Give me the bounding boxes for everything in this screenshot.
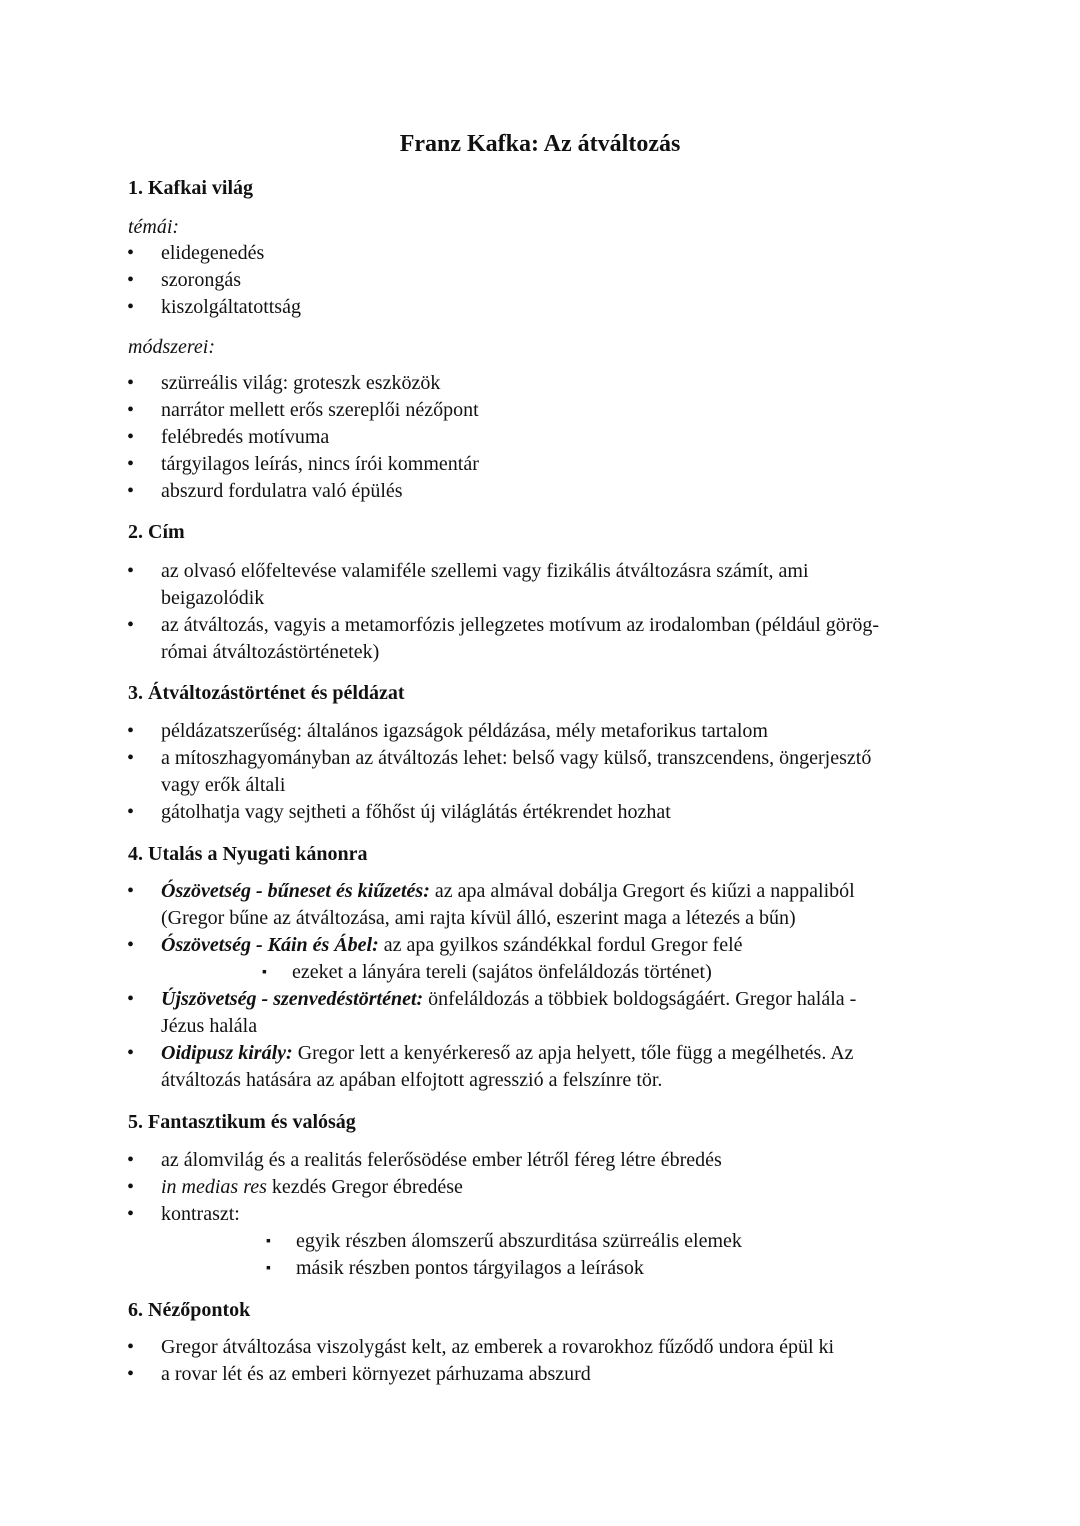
item-line: önfeláldozás a többiek boldogságáért. Gregor halála - bbox=[423, 988, 857, 1010]
item-line: átváltozás hatására az apában elfojtott agresszió a felszínre tör. bbox=[161, 1069, 663, 1091]
item-line: beigazolódik bbox=[161, 587, 265, 609]
item-line: példázatszerűség: általános igazságok példázása, mély metaforikus tartalom bbox=[161, 720, 768, 742]
section-1-heading: 1. Kafkai világ bbox=[128, 177, 254, 199]
sub-list-item bbox=[262, 959, 712, 986]
square-bullet-icon: ▪ bbox=[266, 1234, 271, 1249]
list-item: • kontraszt: bbox=[161, 1201, 961, 1228]
item-line: (Gregor bűne az átváltozása, ami rajta kívül álló, eszerint maga a létezés a bűn) bbox=[161, 907, 796, 929]
item-line: egyik részben álomszerű abszurditása szürreális elemek bbox=[296, 1230, 742, 1252]
list-item bbox=[161, 986, 961, 1040]
list-item bbox=[161, 932, 961, 959]
sub-list-item bbox=[266, 1228, 742, 1255]
list-item: • Gregor átváltozása viszolygást kelt, az emberek a rovarokhoz fűződő undora épül ki bbox=[161, 1334, 961, 1361]
list-item: • szürreális világ: groteszk eszközök bbox=[161, 370, 961, 397]
section-4-heading: 4. Utalás a Nyugati kánonra bbox=[128, 843, 368, 865]
list-item: • narrátor mellett erős szereplői nézőpont bbox=[161, 397, 961, 424]
list-item bbox=[161, 745, 961, 799]
square-bullet-icon: ▪ bbox=[262, 965, 267, 980]
list-item: • elidegenedés bbox=[161, 240, 961, 267]
list-item: • a rovar lét és az emberi környezet párhuzama abszurd bbox=[161, 1361, 961, 1388]
item-line: római átváltozástörténetek) bbox=[161, 641, 380, 663]
item-line: a mítoszhagyományban az átváltozás lehet: belső vagy külső, transzcendens, öngerjesztő bbox=[161, 747, 872, 769]
list-item bbox=[161, 1174, 961, 1201]
list-item: • felébredés motívuma bbox=[161, 424, 961, 451]
section-6-heading: 6. Nézőpontok bbox=[128, 1299, 251, 1321]
temai-label: témái: bbox=[128, 216, 180, 238]
item-emphasis: Oidipusz király: bbox=[161, 1042, 293, 1064]
item-line: az apa almával dobálja Gregort és kiűzi a nappaliból bbox=[429, 880, 855, 902]
section-5-heading: 5. Fantasztikum és valóság bbox=[128, 1111, 356, 1133]
item-line: Jézus halála bbox=[161, 1015, 258, 1037]
list-item bbox=[161, 558, 961, 612]
item-emphasis: Ószövetség - bűneset és kiűzetés: bbox=[161, 880, 430, 902]
item-line: az olvasó előfeltevése valamiféle szellemi vagy fizikális átváltozásra számít, ami bbox=[161, 560, 809, 582]
item-line: kezdés Gregor ébredése bbox=[271, 1176, 463, 1198]
item-line: az apa gyilkos szándékkal fordul Gregor felé bbox=[378, 934, 743, 956]
list-item: • abszurd fordulatra való épülés bbox=[161, 478, 961, 505]
item-italic: in medias res bbox=[161, 1176, 267, 1198]
item-line: Gregor lett a kenyérkereső az apja helyett, tőle függ a megélhetés. Az bbox=[292, 1042, 854, 1064]
list-item: • kiszolgáltatottság bbox=[161, 294, 961, 321]
document-title: Franz Kafka: Az átváltozás bbox=[399, 131, 681, 157]
list-item: • szorongás bbox=[161, 267, 961, 294]
list-item: • tárgyilagos leírás, nincs írói kommentár bbox=[161, 451, 961, 478]
square-bullet-icon: ▪ bbox=[266, 1261, 271, 1276]
item-line: másik részben pontos tárgyilagos a leírások bbox=[296, 1257, 644, 1279]
item-emphasis: Ószövetség - Káin és Ábel: bbox=[161, 934, 379, 956]
list-item bbox=[161, 612, 961, 666]
section-2-heading: 2. Cím bbox=[128, 521, 185, 543]
list-item: • az álomvilág és a realitás felerősödése ember létről féreg létre ébredés bbox=[161, 1147, 961, 1174]
item-line: gátolhatja vagy sejtheti a főhőst új világlátás értékrendet hozhat bbox=[161, 801, 671, 823]
item-emphasis: Újszövetség - szenvedéstörténet: bbox=[161, 988, 424, 1010]
sub-list-item bbox=[266, 1255, 644, 1282]
list-item bbox=[161, 718, 961, 745]
item-line: az átváltozás, vagyis a metamorfózis jellegzetes motívum az irodalomban (például görög- bbox=[161, 614, 880, 636]
item-line: ezeket a lányára tereli (sajátos önfeláldozás történet) bbox=[292, 961, 712, 983]
item-line: vagy erők általi bbox=[161, 774, 286, 796]
modszerei-label: módszerei: bbox=[128, 336, 216, 358]
list-item bbox=[161, 1040, 961, 1094]
list-item bbox=[161, 878, 961, 932]
list-item bbox=[161, 799, 961, 826]
section-3-heading: 3. Átváltozástörténet és példázat bbox=[128, 682, 405, 704]
